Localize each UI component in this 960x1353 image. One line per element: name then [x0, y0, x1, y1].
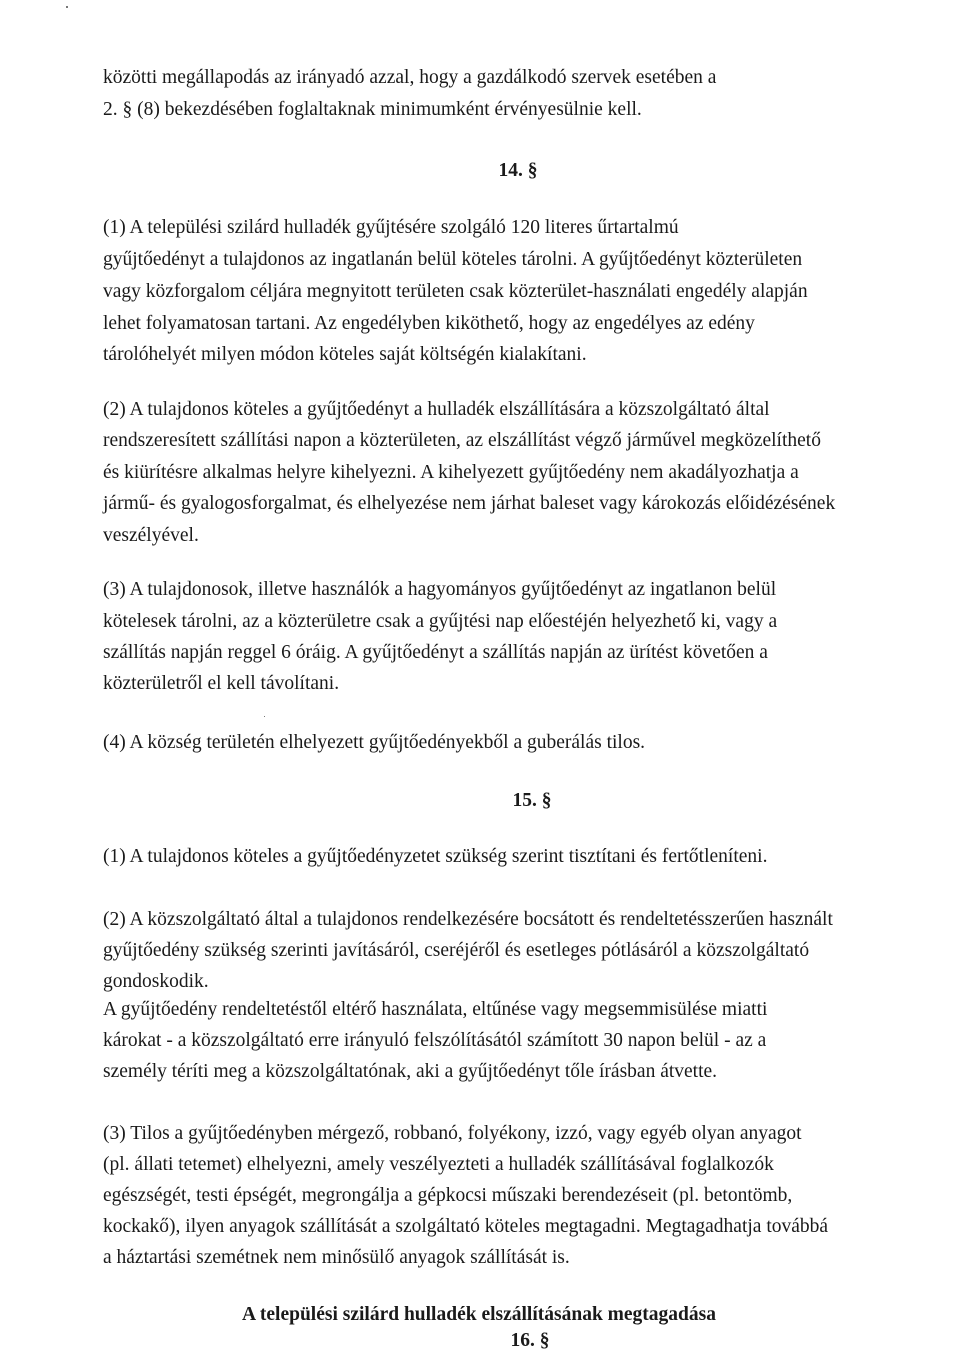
text-line: veszélyével. [103, 525, 199, 546]
text-line: közterületről el kell távolítani. [103, 673, 340, 694]
section-title: A települési szilárd hulladék elszállításának megtagadása [242, 1304, 716, 1325]
text-line: gyűjtőedény szükség szerinti javításáról, cseréjéről és esetleges pótlásáról a közszolgáltató [103, 940, 810, 961]
text-line: vagy közforgalom céljára megnyitott területen csak közterület-használati engedély alapján [103, 281, 808, 302]
text-line: gondoskodik. [103, 971, 209, 992]
text-line: (1) A tulajdonos köteles a gyűjtőedényzetet szükség szerint tisztítani és fertőtleníteni. [103, 846, 768, 867]
text-line: (4) A község területén elhelyezett gyűjtőedényekből a guberálás tilos. [103, 732, 646, 753]
text-line: lehet folyamatosan tartani. Az engedélyben kiköthető, hogy az engedélyes az edény [103, 313, 755, 334]
text-line: rendszeresített szállítási napon a közterületen, az elszállítást végző járművel megközelíthető [103, 430, 821, 451]
text-line: és kiürítésre alkalmas helyre kihelyezni. A kihelyezett gyűjtőedény nem akadályozhatja a [103, 462, 799, 483]
text-line: (1) A települési szilárd hulladék gyűjtésére szolgáló 120 literes űrtartalmú [103, 217, 679, 238]
text-line: (3) Tilos a gyűjtőedényben mérgező, robbanó, folyékony, izzó, vagy egyéb olyan anyagot [103, 1123, 802, 1144]
text-line: személy téríti meg a közszolgáltatónak, aki a gyűjtőedényt tőle írásban átvette. [103, 1061, 718, 1082]
section-heading-16: 16. § [510, 1330, 550, 1351]
text-line: tárolóhelyét milyen módon köteles saját költségén kialakítani. [103, 344, 587, 365]
scan-speck [66, 6, 68, 8]
text-line: jármű- és gyalogosforgalmat, és elhelyezése nem járhat baleset vagy károkozás előidézésének [103, 493, 836, 514]
text-line: (3) A tulajdonosok, illetve használók a hagyományos gyűjtőedényt az ingatlanon belül [103, 579, 777, 600]
scan-speck [264, 716, 265, 717]
text-line: (pl. állati tetemet) elhelyezni, amely veszélyezteti a hulladék szállításával foglalkozók [103, 1154, 774, 1175]
text-line: kockakő), ilyen anyagok szállítását a szolgáltató köteles megtagadni. Megtagadhatja továbbá [103, 1216, 829, 1237]
text-line: közötti megállapodás az irányadó azzal, hogy a gazdálkodó szervek esetében a [103, 67, 717, 88]
text-line: (2) A közszolgáltató által a tulajdonos rendelkezésére bocsátott és rendeltetésszerűen használt [103, 909, 833, 930]
section-heading-14: 14. § [498, 160, 538, 181]
text-line: gyűjtőedényt a tulajdonos az ingatlanán belül köteles tárolni. A gyűjtőedényt közterületen [103, 249, 803, 270]
text-line: (2) A tulajdonos köteles a gyűjtőedényt a hulladék elszállítására a közszolgáltató által [103, 399, 770, 420]
text-line: kötelesek tárolni, az a közterületre csak a gyűjtési nap előestéjén helyezhető ki, vagy a [103, 611, 778, 632]
text-line: 2. § (8) bekezdésében foglaltaknak minimumként érvényesülnie kell. [103, 99, 642, 120]
text-line: szállítás napján reggel 6 óráig. A gyűjtőedényt a szállítás napján az ürítést követően a [103, 642, 768, 663]
text-line: egészségét, testi épségét, megrongálja a gépkocsi műszaki berendezéseit (pl. betontömb, [103, 1185, 793, 1206]
section-heading-15: 15. § [512, 790, 552, 811]
text-line: A gyűjtőedény rendeltetéstől eltérő használata, eltűnése vagy megsemmisülése miatti [103, 999, 768, 1020]
text-line: a háztartási szemétnek nem minősülő anyagok szállítását is. [103, 1247, 570, 1268]
text-line: károkat - a közszolgáltató erre irányuló felszólításától számított 30 napon belül - az a [103, 1030, 767, 1051]
